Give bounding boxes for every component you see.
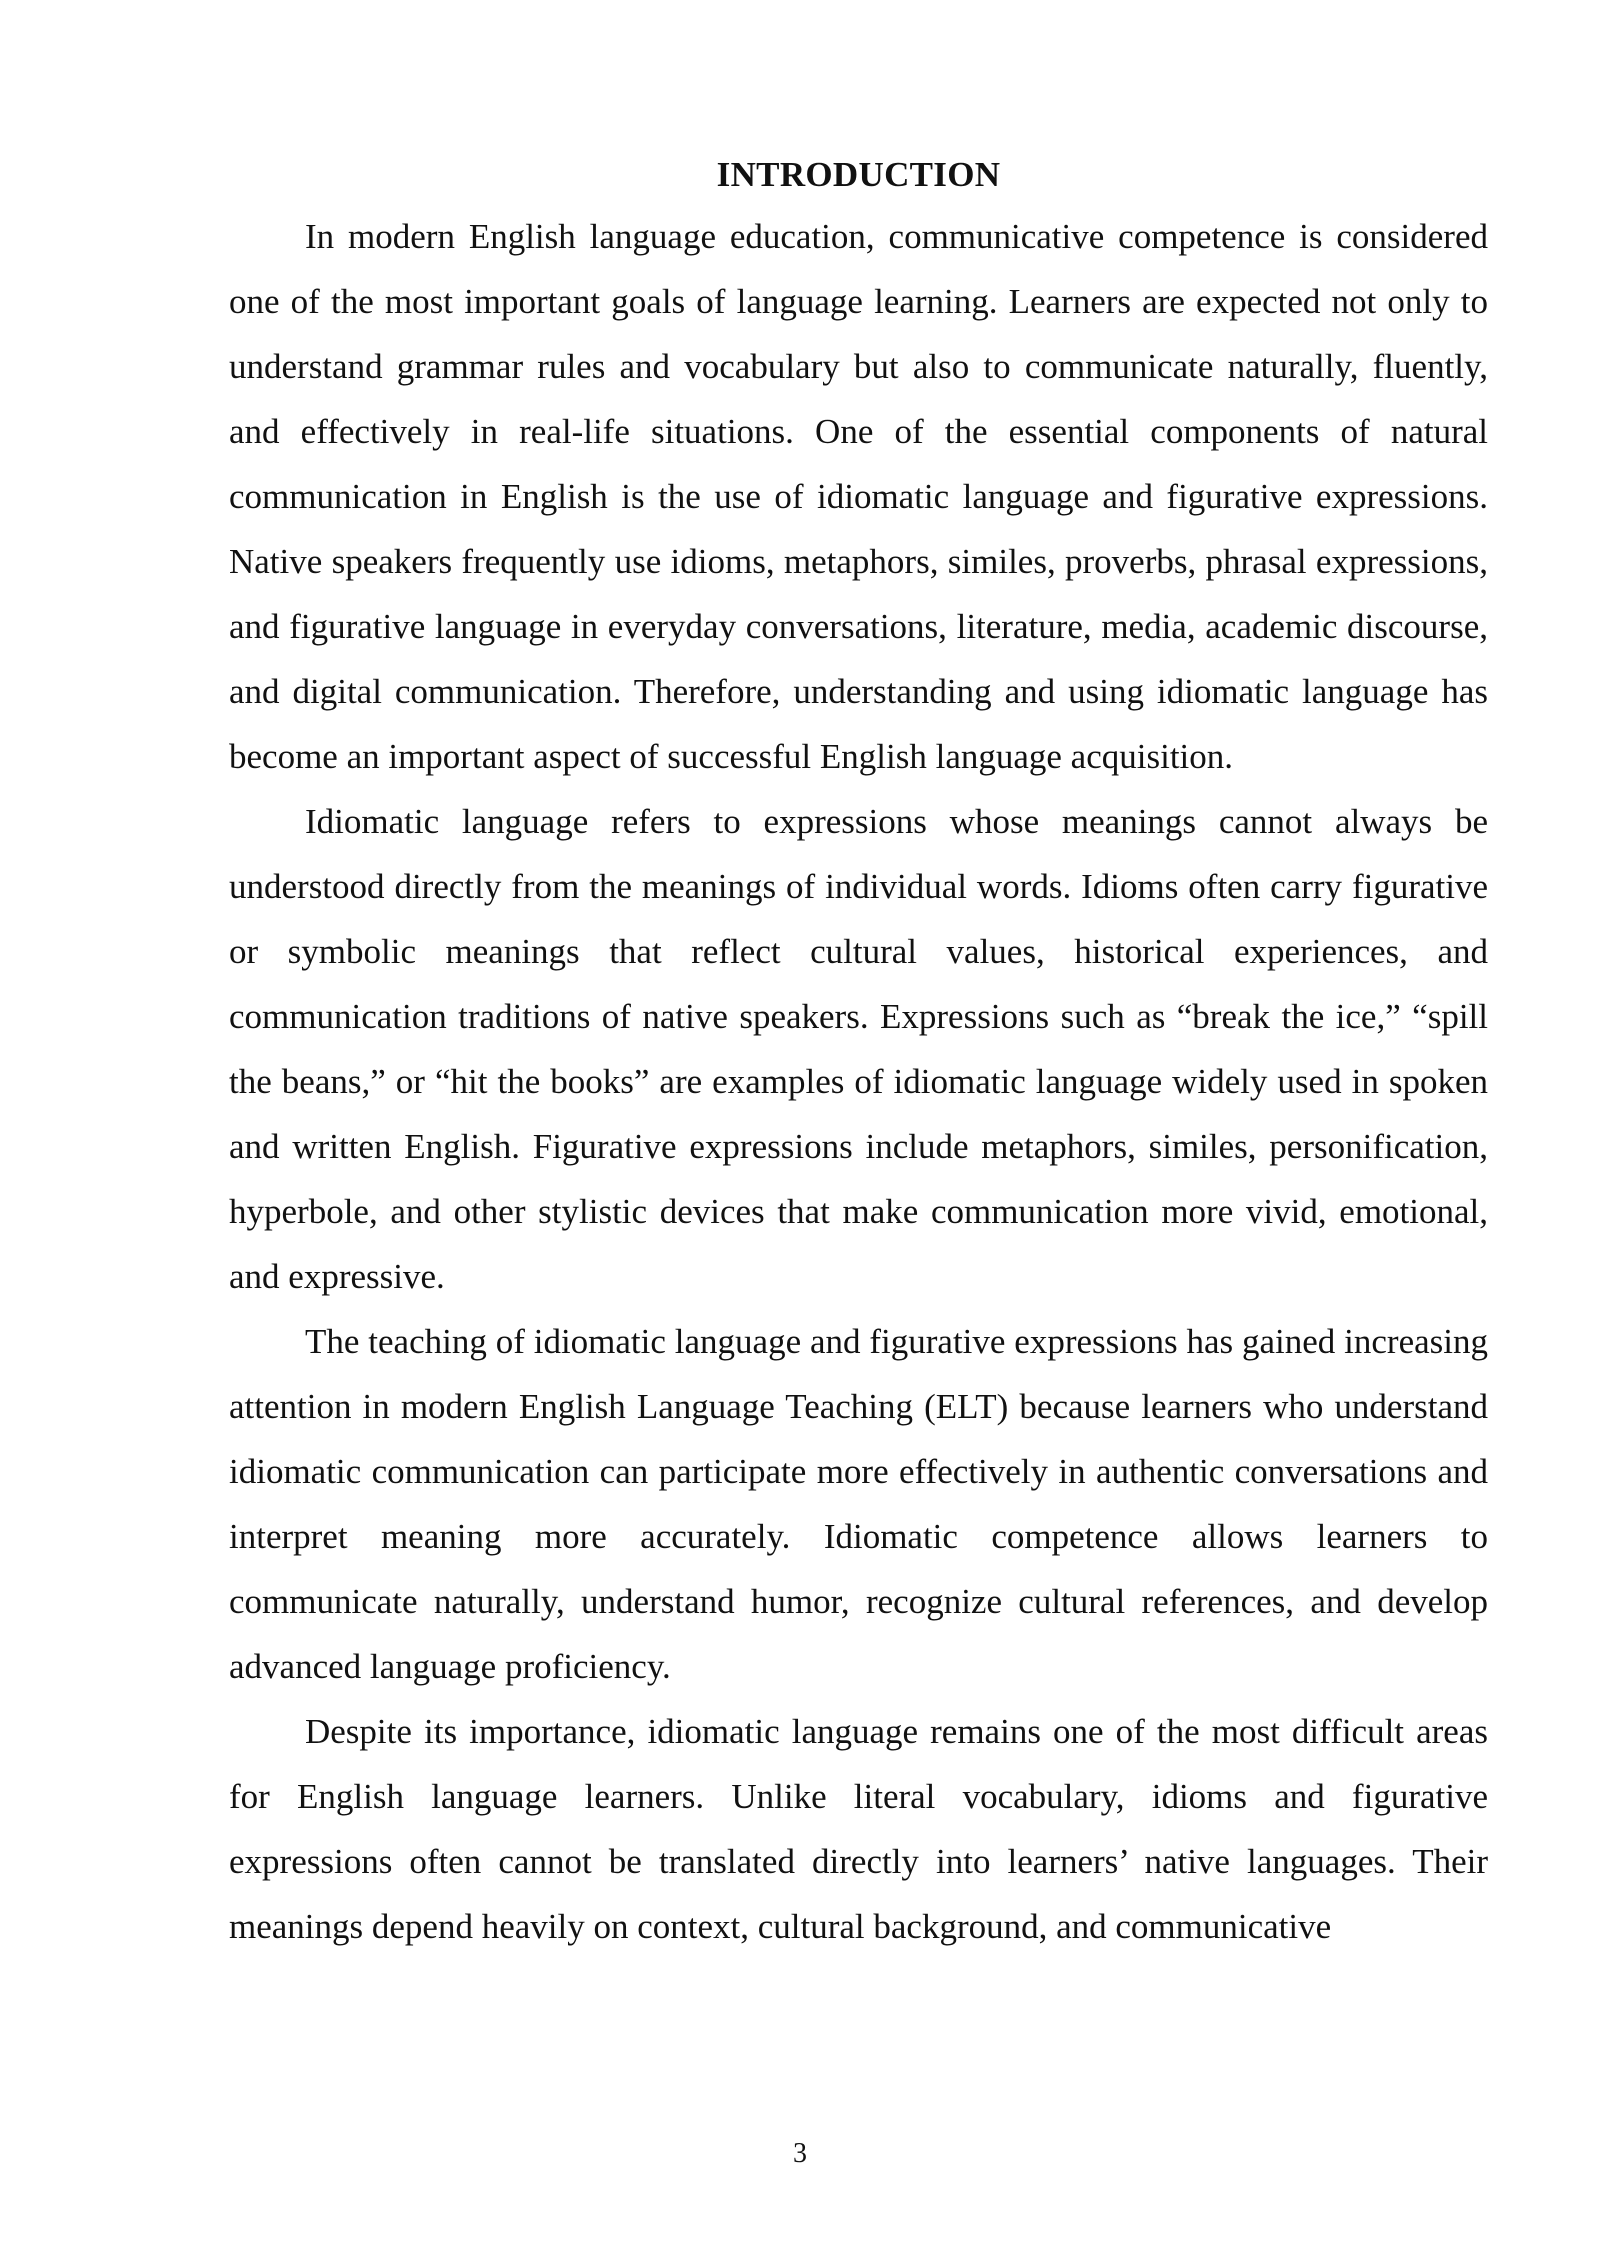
page-number: 3	[793, 2138, 807, 2169]
paragraph-3: The teaching of idiomatic language and figurative expressions has gained increasing attention in modern English Language Teaching (ELT) because learners who understand idiomatic communication can participate more effectively in authentic conversations and interpret meaning more accurately. Idiomatic competence allows learners to communicate naturally, understand humor, recognize cultural references, and develop advanced language proficiency.	[229, 1322, 1488, 1686]
page-content	[229, 146, 1488, 1959]
paragraph-4: Despite its importance, idiomatic language remains one of the most difficult areas for English language learners. Unlike literal vocabulary, idioms and figurative expressions often cannot be translated directly into learners’ native languages. Their meanings depend heavily on context, cultural background, and communicative	[229, 1712, 1488, 1946]
section-heading: INTRODUCTION	[716, 155, 1001, 194]
paragraph-2: Idiomatic language refers to expressions whose meanings cannot always be understood directly from the meanings of individual words. Idioms often carry figurative or symbolic meanings that reflect cultural values, historical experiences, and communication traditions of native speakers. Expressions such as “break the ice,” “spill the beans,” or “hit the books” are examples of idiomatic language widely used in spoken and written English. Figurative expressions include metaphors, similes, personification, hyperbole, and other stylistic devices that make communication more vivid, emotional, and expressive.	[229, 802, 1488, 1296]
paragraph-1: In modern English language education, communicative competence is considered one of the most important goals of language learning. Learners are expected not only to understand grammar rules and vocabulary but also to communicate naturally, fluently, and effectively in real-life situations. One of the essential components of natural communication in English is the use of idiomatic language and figurative expressions. Native speakers frequently use idioms, metaphors, similes, proverbs, phrasal expressions, and figurative language in everyday conversations, literature, media, academic discourse, and digital communication. Therefore, understanding and using idiomatic language has become an important aspect of successful English language acquisition.	[229, 217, 1488, 776]
